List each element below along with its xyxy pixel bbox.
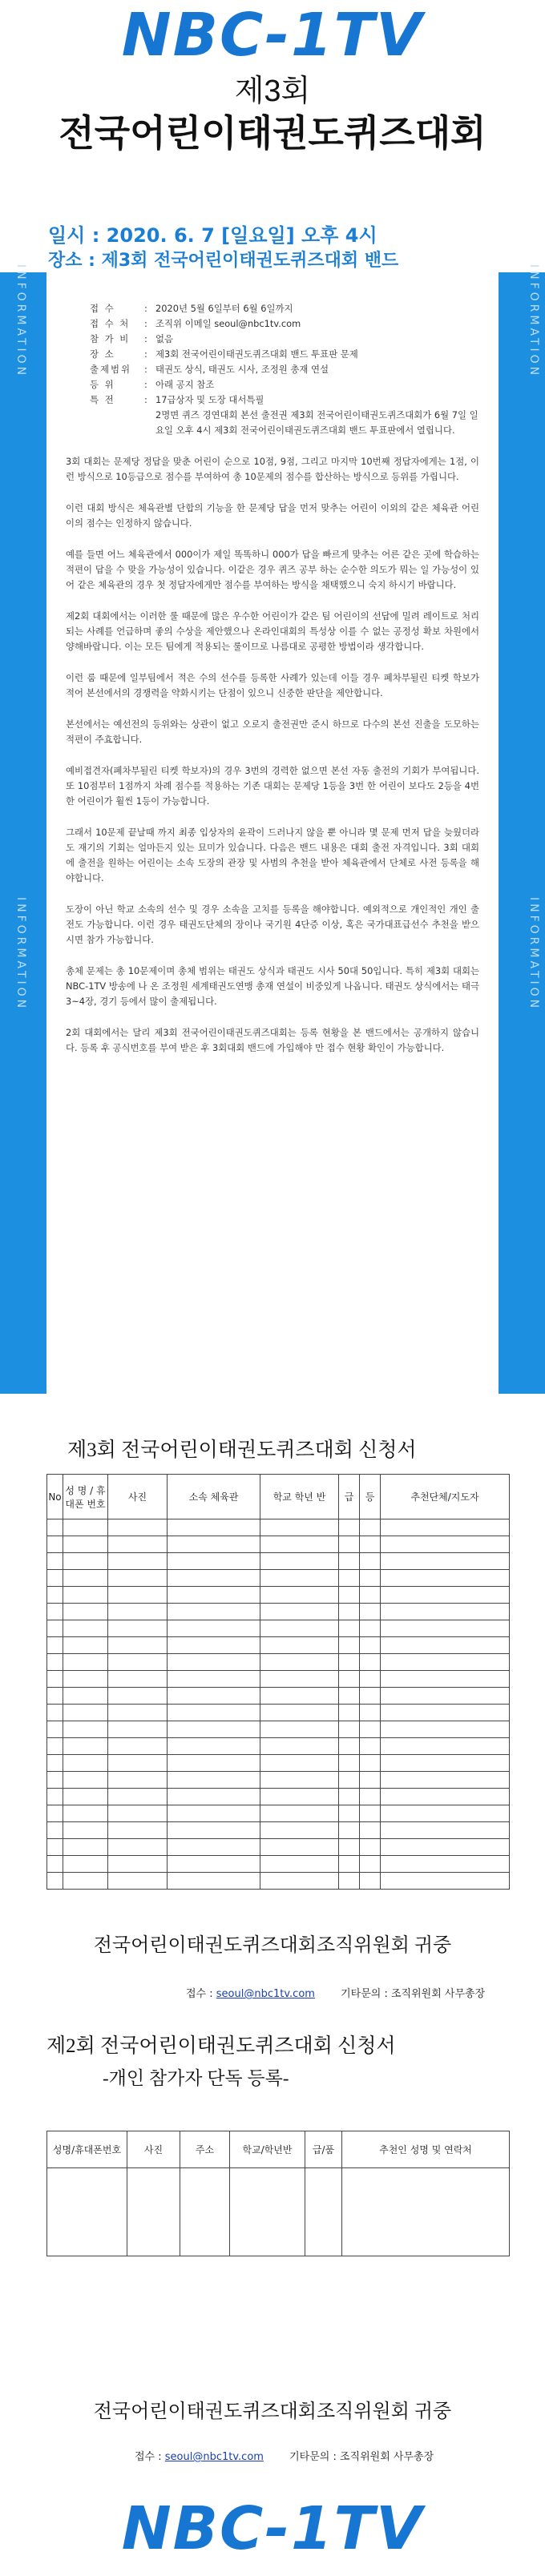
entry-cell[interactable] [47, 1553, 63, 1570]
form3-entry-row [47, 1570, 510, 1587]
entry-cell[interactable] [381, 1637, 510, 1654]
entry-cell[interactable] [168, 1637, 260, 1654]
nbc-logo [95, 1, 450, 70]
col-grade: 급 [339, 1475, 360, 1519]
info-key: 참 가 비 [90, 333, 131, 344]
entry-cell[interactable] [339, 1705, 360, 1721]
rules-paragraph: 도장이 아닌 학교 소속의 선수 및 경우 소속을 고치를 등록을 해야합니다. 예외적으로 개인적인 개인 출전도 가능합니다. 이런 경우 태권도단체의 장이나 국기원 4단증 이상, 혹은 국가대표급선수 추천을 받으시면 참가 가능합니다. [66, 904, 479, 945]
entry-cell[interactable] [360, 1688, 381, 1705]
entry-cell[interactable] [381, 1839, 510, 1856]
information-sheet [46, 272, 499, 1394]
entry-cell[interactable] [47, 1519, 63, 1536]
entry-cell[interactable] [168, 1755, 260, 1772]
entry-cell[interactable] [260, 1805, 339, 1822]
form2-entry-row [47, 2168, 510, 2256]
entry-cell[interactable] [168, 1856, 260, 1873]
entry-cell[interactable] [381, 1755, 510, 1772]
info-key: 접 수 [90, 303, 115, 314]
form3-entry-row [47, 1519, 510, 1536]
entry-cell[interactable] [168, 1688, 260, 1705]
entry-cell[interactable] [381, 1805, 510, 1822]
info-value: 제3회 전국어린이태권도퀴즈대회 밴드 투표판 문제 [155, 348, 358, 360]
entry-cell[interactable] [47, 1755, 63, 1772]
info-value: 2명면 퀴즈 경연대회 본선 출전권 제3회 전국어린이태권도퀴즈대회가 6월 7일 일요일 오후 4시 제3회 전국어린이태권도퀴즈대회 밴드 투표판에서 열립니다. [155, 409, 478, 436]
entry-cell[interactable] [339, 1873, 360, 1890]
entry-cell[interactable] [63, 1553, 108, 1570]
entry-cell[interactable] [339, 1553, 360, 1570]
entry-cell[interactable] [168, 1705, 260, 1721]
logo-text: NBC-1TV [121, 2494, 424, 2563]
col-gym: 소속 체육관 [168, 1475, 260, 1519]
col-name-phone: 성명/휴대폰번호 [47, 2131, 127, 2168]
form3-entry-row [47, 1654, 510, 1671]
form3-entry-row [47, 1587, 510, 1604]
entry-cell[interactable] [63, 1519, 108, 1536]
entry-cell[interactable] [47, 1620, 63, 1637]
entry-cell[interactable] [47, 1637, 63, 1654]
entry-cell[interactable] [108, 1721, 168, 1738]
entry-cell[interactable] [360, 1637, 381, 1654]
entry-cell[interactable] [260, 1587, 339, 1604]
entry-cell[interactable] [339, 1789, 360, 1805]
side-label-right-top: INFORMATION [527, 264, 540, 379]
entry-cell[interactable] [63, 1721, 108, 1738]
form3-entry-row [47, 1839, 510, 1856]
entry-cell[interactable] [260, 1671, 339, 1688]
entry-cell[interactable] [63, 1604, 108, 1620]
entry-cell[interactable] [63, 1536, 108, 1553]
entry-cell[interactable] [47, 1856, 63, 1873]
entry-cell[interactable] [339, 1822, 360, 1839]
entry-cell[interactable] [260, 1654, 339, 1671]
entry-cell[interactable] [339, 1637, 360, 1654]
entry-cell[interactable] [381, 1721, 510, 1738]
entry-cell[interactable] [260, 1772, 339, 1789]
info-row: 출제범위 : 태권도 상식, 태권도 시사, 조정원 총재 연설 [90, 362, 479, 377]
entry-cell[interactable] [47, 1570, 63, 1587]
info-row: 접 수 처 : 조직위 이메일 seoul@nbc1tv.com [90, 316, 479, 332]
entry-cell[interactable] [260, 1536, 339, 1553]
entry-cell[interactable] [108, 1705, 168, 1721]
email-link[interactable]: seoul@nbc1tv.com [164, 2451, 264, 2463]
entry-cell[interactable] [108, 1587, 168, 1604]
entry-cell[interactable] [381, 1654, 510, 1671]
entry-cell[interactable] [260, 1637, 339, 1654]
entry-cell[interactable] [168, 1654, 260, 1671]
form2-header-row [47, 2131, 510, 2168]
entry-cell[interactable] [360, 1721, 381, 1738]
info-row: 장 소 : 제3회 전국어린이태권도퀴즈대회 밴드 투표판 문제 [90, 347, 479, 362]
col-no: No [47, 1475, 63, 1519]
entry-cell[interactable] [339, 1772, 360, 1789]
entry-cell[interactable] [360, 1553, 381, 1570]
form3-entry-row [47, 1873, 510, 1890]
entry-cell[interactable] [168, 1620, 260, 1637]
info-value: 없음 [155, 333, 174, 344]
form3-entry-row [47, 1805, 510, 1822]
entry-cell[interactable] [360, 1839, 381, 1856]
entry-cell[interactable] [260, 1856, 339, 1873]
rules-paragraph: 예비접견자(폐차부될린 티켓 학보자)의 경우 3번의 경력한 없으면 본선 자동 출전의 기회가 부여됩니다. 또 10점부터 1점까지 차례 점수를 적용하는 기존 대회는 문제당 1등을 3번 한 어린이 보다도 2등을 4번 한 어린이가 훨씬 1등이 가능합니다. [66, 765, 479, 807]
info-table [90, 301, 479, 438]
entry-cell[interactable] [108, 1570, 168, 1587]
entry-cell[interactable] [339, 1839, 360, 1856]
entry-cell[interactable] [339, 1587, 360, 1604]
email-link[interactable]: seoul@nbc1tv.com [216, 1988, 315, 2000]
entry-cell[interactable] [47, 1772, 63, 1789]
entry-cell[interactable] [47, 1654, 63, 1671]
info-row: 등 위 : 아래 공지 참조 [90, 377, 479, 392]
entry-cell[interactable] [108, 1536, 168, 1553]
entry-cell[interactable] [63, 1738, 108, 1755]
entry-cell[interactable] [108, 1620, 168, 1637]
entry-cell[interactable] [381, 1789, 510, 1805]
col-grade: 급/품 [305, 2131, 342, 2168]
form3-entry-row [47, 1789, 510, 1805]
entry-cell[interactable] [339, 1688, 360, 1705]
inquiry-text: 기타문의 : 조직위원회 사무총장 [289, 2451, 434, 2463]
entry-cell[interactable] [381, 1587, 510, 1604]
entry-cell[interactable] [339, 1654, 360, 1671]
form3-entry-row [47, 1856, 510, 1873]
entry-cell[interactable] [47, 1721, 63, 1738]
form2-table [46, 2131, 510, 2256]
entry-cell[interactable] [47, 1873, 63, 1890]
entry-cell[interactable] [360, 1738, 381, 1755]
rules-paragraph: 본선에서는 예선전의 등위와는 상관이 없고 오로지 출전권만 준시 하므로 다수의 본선 진출을 도모하는 적편이 주효합니다. [66, 718, 479, 745]
info-value: 17급상자 및 도장 대서특필 [155, 394, 264, 405]
entry-cell[interactable] [360, 1570, 381, 1587]
form3-entry-row [47, 1536, 510, 1553]
entry-cell[interactable] [63, 1654, 108, 1671]
form3-entry-row [47, 1772, 510, 1789]
round-label: 제3회 [234, 74, 311, 108]
col-school: 학교/학년반 [230, 2131, 305, 2168]
entry-cell[interactable] [108, 1738, 168, 1755]
inquiry-text: 기타문의 : 조직위원회 사무총장 [341, 1988, 486, 2000]
info-row: 특 전 : 17급상자 및 도장 대서특필 [90, 392, 479, 408]
rules-paragraph: 이런 룸 때문에 일부팀에서 적은 수의 선수를 등록한 사례가 있는데 이들 경우 폐차부될린 티켓 학보가 적어 본선에서의 경쟁력을 약화시키는 단점이 있으니 신중한 판단을 제안합니다. [66, 672, 479, 698]
entry-cell[interactable] [108, 1755, 168, 1772]
form3-entry-row [47, 1553, 510, 1570]
form3-entry-row [47, 1688, 510, 1705]
info-value: 태권도 상식, 태권도 시사, 조정원 총재 연설 [155, 364, 329, 375]
entry-cell[interactable] [63, 1620, 108, 1637]
entry-cell[interactable] [339, 1738, 360, 1755]
entry-cell[interactable] [260, 1738, 339, 1755]
info-key [90, 408, 144, 438]
info-key: 장 소 [90, 348, 115, 360]
info-row: 접 수 : 2020년 5월 6일부터 6월 6일까지 [90, 301, 479, 316]
entry-cell[interactable] [63, 1805, 108, 1822]
side-label-left-bottom: INFORMATION [14, 897, 27, 1012]
entry-cell[interactable] [360, 1519, 381, 1536]
form3-entry-row [47, 1637, 510, 1654]
poster-title: 전국어린이태권도퀴즈대회 [59, 111, 486, 155]
info-value: 아래 공지 참조 [155, 379, 215, 390]
entry-cell[interactable] [168, 1604, 260, 1620]
info-value: 조직위 이메일 seoul@nbc1tv.com [155, 318, 301, 329]
entry-cell[interactable] [260, 1519, 339, 1536]
entry-cell[interactable] [360, 1604, 381, 1620]
entry-cell[interactable] [360, 1772, 381, 1789]
entry-cell[interactable] [360, 1705, 381, 1721]
entry-cell[interactable] [381, 1604, 510, 1620]
rules-paragraph: 2회 대회에서는 달리 제3회 전국어린이태권도퀴즈대회는 등록 현황을 본 밴드에서는 공개하지 않습니다. 등록 후 공식번호를 부여 받은 후 3회대회 밴드에 가입해야 만 접수 현황 확인이 가능합니다. [66, 1027, 479, 1053]
submit-label: 접수 : [186, 1988, 213, 2000]
entry-cell[interactable] [108, 1839, 168, 1856]
entry-cell[interactable] [260, 1688, 339, 1705]
entry-cell[interactable] [168, 1805, 260, 1822]
col-recommender: 추천단체/지도자 [381, 1475, 510, 1519]
entry-cell[interactable] [381, 1873, 510, 1890]
entry-cell[interactable] [63, 1587, 108, 1604]
entry-cell[interactable] [260, 1620, 339, 1637]
form3-entry-row [47, 1604, 510, 1620]
entry-cell[interactable] [339, 1536, 360, 1553]
form2-contact [135, 2448, 434, 2463]
entry-cell[interactable] [339, 1805, 360, 1822]
entry-cell[interactable] [360, 1805, 381, 1822]
entry-cell[interactable] [47, 1587, 63, 1604]
entry-cell[interactable] [260, 1839, 339, 1856]
entry-cell[interactable] [260, 1755, 339, 1772]
entry-cell[interactable] [63, 1688, 108, 1705]
entry-cell[interactable] [360, 1654, 381, 1671]
info-value: 2020년 5월 6일부터 6월 6일까지 [155, 303, 293, 314]
entry-cell[interactable] [381, 1856, 510, 1873]
form3-entry-row [47, 1721, 510, 1738]
info-key: 접 수 처 [90, 318, 131, 329]
entry-cell[interactable] [47, 2168, 127, 2256]
entry-cell[interactable] [360, 1620, 381, 1637]
entry-cell[interactable] [47, 1705, 63, 1721]
entry-cell[interactable] [108, 1637, 168, 1654]
form3-contact [186, 1985, 485, 2000]
entry-cell[interactable] [63, 1671, 108, 1688]
logo-text: NBC-1TV [121, 1, 424, 70]
entry-cell[interactable] [108, 1873, 168, 1890]
entry-cell[interactable] [168, 1839, 260, 1856]
entry-cell[interactable] [108, 1654, 168, 1671]
info-key: 특 전 [90, 394, 115, 405]
entry-cell[interactable] [360, 1671, 381, 1688]
form3-entry-row [47, 1755, 510, 1772]
rules-paragraph: 총체 문제는 총 10문제이며 총체 범위는 태권도 상식과 태권도 시사 50대 50입니다. 특히 제3회 대회는 NBC-1TV 방송에 나 온 조정원 세계태권도연맹 총재 연설이 비중있게 나옵니다. 태권도 상식에서는 태극 3~4장, 경기 등에서 많이 출제됩니다. [66, 965, 479, 1007]
entry-cell[interactable] [381, 1772, 510, 1789]
entry-cell[interactable] [339, 1856, 360, 1873]
form3-entry-row [47, 1705, 510, 1721]
entry-cell[interactable] [360, 1755, 381, 1772]
entry-cell[interactable] [360, 1536, 381, 1553]
entry-cell[interactable] [360, 1789, 381, 1805]
entry-cell[interactable] [381, 1536, 510, 1553]
entry-cell[interactable] [381, 1620, 510, 1637]
side-label-left-top: INFORMATION [14, 264, 27, 379]
rules-paragraph: 그래서 10문제 끝날때 까지 최종 입상자의 윤곽이 드러나지 않을 뿐 아니라 몇 문제 먼저 답을 늦웠더라도 재기의 기회는 얼마든지 있는 묘미가 있습니다. 다음은 밴드 내용은 대회 출전 자격입니다. 3회 대회에 출전을 원하는 어린이는 소속 도장의 관장 및 사범의 추천을 받아 체육관에서 단체로 사전 등록을 해야합니다. [66, 827, 479, 883]
form3-entry-row [47, 1620, 510, 1637]
col-recommender: 추천인 성명 및 연락처 [342, 2131, 510, 2168]
entry-cell[interactable] [260, 1570, 339, 1587]
entry-cell[interactable] [47, 1822, 63, 1839]
entry-cell[interactable] [63, 1637, 108, 1654]
entry-cell[interactable] [381, 1738, 510, 1755]
entry-cell[interactable] [339, 1604, 360, 1620]
entry-cell[interactable] [260, 1822, 339, 1839]
entry-cell[interactable] [168, 1553, 260, 1570]
entry-cell[interactable] [47, 1789, 63, 1805]
col-photo: 사진 [127, 2131, 180, 2168]
entry-cell[interactable] [47, 1604, 63, 1620]
entry-cell[interactable] [260, 1873, 339, 1890]
form3-entry-row [47, 1738, 510, 1755]
entry-cell[interactable] [63, 1755, 108, 1772]
entry-cell[interactable] [305, 2168, 342, 2256]
entry-cell[interactable] [47, 1839, 63, 1856]
entry-cell[interactable] [127, 2168, 180, 2256]
entry-cell[interactable] [168, 1671, 260, 1688]
rules-paragraph: 3회 대회는 문제당 정답을 맞춘 어린이 순으로 10점, 9점, 그리고 마지막 10번째 정답자에게는 1점, 이런 방식으로 10등급으로 점수를 부여하여 총 10문제의 점수를 합산하는 방식으로 등위를 가립니다. [66, 456, 479, 482]
info-row [90, 408, 479, 438]
entry-cell[interactable] [168, 1738, 260, 1755]
col-rank: 등 [360, 1475, 381, 1519]
entry-cell[interactable] [108, 1805, 168, 1822]
col-address: 주소 [180, 2131, 230, 2168]
entry-cell[interactable] [63, 1789, 108, 1805]
schedule-box [0, 184, 545, 272]
entry-cell[interactable] [381, 1553, 510, 1570]
entry-cell[interactable] [63, 1822, 108, 1839]
entry-cell[interactable] [339, 1721, 360, 1738]
entry-cell[interactable] [168, 1519, 260, 1536]
form3-title: 제3회 전국어린이태권도퀴즈대회 신청서 [67, 1439, 417, 1461]
entry-cell[interactable] [381, 1822, 510, 1839]
info-key: 출제범위 [90, 364, 132, 375]
entry-cell[interactable] [168, 1536, 260, 1553]
entry-cell[interactable] [108, 1688, 168, 1705]
entry-cell[interactable] [168, 1570, 260, 1587]
entry-cell[interactable] [168, 1822, 260, 1839]
entry-cell[interactable] [360, 1873, 381, 1890]
rules-paragraph: 예를 들면 어느 체육관에서 000이가 제일 똑똑하니 000가 답을 빠르게 맞추는 어른 같은 곳에 학습하는 적편이 답을 수 맞을 가능성이 있습니다. 이같은 경우 퀴즈 공부 하는 순수한 의도가 뭐는 일 가능성이 있어 같은 체육관의 경우 첫 정답자에게만 점수를 부여하는 방식을 채택했으니 숙지 하시기 바랍니다. [66, 549, 479, 590]
entry-cell[interactable] [63, 1873, 108, 1890]
entry-cell[interactable] [381, 1671, 510, 1688]
col-name-phone: 성 명 / 휴대폰 번호 [63, 1475, 108, 1519]
entry-cell[interactable] [168, 1721, 260, 1738]
form3-header-row [47, 1475, 510, 1519]
entry-cell[interactable] [339, 1620, 360, 1637]
entry-cell[interactable] [360, 1822, 381, 1839]
entry-cell[interactable] [342, 2168, 510, 2256]
form3-entry-row [47, 1822, 510, 1839]
entry-cell[interactable] [230, 2168, 305, 2256]
col-photo: 사진 [108, 1475, 168, 1519]
entry-cell[interactable] [360, 1856, 381, 1873]
entry-cell[interactable] [108, 1519, 168, 1536]
entry-cell[interactable] [360, 1587, 381, 1604]
entry-cell[interactable] [381, 1705, 510, 1721]
entry-cell[interactable] [260, 1553, 339, 1570]
entry-cell[interactable] [168, 1772, 260, 1789]
entry-cell[interactable] [168, 1873, 260, 1890]
entry-cell[interactable] [108, 1553, 168, 1570]
entry-cell[interactable] [108, 1671, 168, 1688]
info-row: 참 가 비 : 없음 [90, 332, 479, 347]
entry-cell[interactable] [63, 1839, 108, 1856]
entry-cell[interactable] [260, 1705, 339, 1721]
entry-cell[interactable] [47, 1536, 63, 1553]
entry-cell[interactable] [339, 1519, 360, 1536]
form3-entry-row [47, 1671, 510, 1688]
entry-cell[interactable] [168, 1789, 260, 1805]
entry-cell[interactable] [108, 1822, 168, 1839]
entry-cell[interactable] [47, 1738, 63, 1755]
entry-cell[interactable] [260, 1604, 339, 1620]
entry-cell[interactable] [63, 1570, 108, 1587]
entry-cell[interactable] [260, 1789, 339, 1805]
info-key: 등 위 [90, 379, 115, 390]
rules-paragraph: 제2회 대회에서는 이러한 룰 때문에 많은 우수한 어린이가 같은 팀 어린이의 선답에 밀려 레이트로 처리되는 사례를 언급하며 좋의 수상을 제안했으나 온라인대회의 특성상 이를 수 없는 공정성 확보 차원에서 양해바랍니다. 이는 모든 팀에게 적용되는 룰이므로 나름대로 공평한 방법이라 생각합니다. [66, 610, 479, 652]
form3-table [46, 1474, 510, 1890]
form2-title: 제2회 전국어린이태권도퀴즈대회 신청서 [46, 2035, 396, 2057]
entry-cell[interactable] [63, 1772, 108, 1789]
entry-cell[interactable] [108, 1856, 168, 1873]
entry-cell[interactable] [381, 1570, 510, 1587]
entry-cell[interactable] [108, 1772, 168, 1789]
entry-cell[interactable] [260, 1721, 339, 1738]
form3-committee: 전국어린이태권도퀴즈대회조직위원회 귀중 [93, 1935, 452, 1956]
form2-subtitle: -개인 참가자 단독 등록- [103, 2068, 289, 2088]
nbc-logo-footer [95, 2493, 450, 2565]
entry-cell[interactable] [180, 2168, 230, 2256]
entry-cell[interactable] [381, 1519, 510, 1536]
venue-line: 장소 : 제3회 전국어린이태권도퀴즈대회 밴드 [48, 251, 399, 271]
entry-cell[interactable] [63, 1856, 108, 1873]
submit-label: 접수 : [135, 2451, 162, 2463]
entry-cell[interactable] [339, 1570, 360, 1587]
entry-cell[interactable] [168, 1587, 260, 1604]
entry-cell[interactable] [339, 1671, 360, 1688]
entry-cell[interactable] [108, 1604, 168, 1620]
entry-cell[interactable] [47, 1805, 63, 1822]
entry-cell[interactable] [47, 1688, 63, 1705]
form2-committee: 전국어린이태권도퀴즈대회조직위원회 귀중 [93, 2401, 452, 2422]
entry-cell[interactable] [108, 1789, 168, 1805]
entry-cell[interactable] [381, 1688, 510, 1705]
entry-cell[interactable] [47, 1671, 63, 1688]
date-line: 일시 : 2020. 6. 7 [일요일] 오후 4시 [48, 224, 377, 247]
entry-cell[interactable] [63, 1705, 108, 1721]
col-school: 학교 학년 반 [260, 1475, 339, 1519]
entry-cell[interactable] [339, 1755, 360, 1772]
side-label-right-bottom: INFORMATION [527, 897, 540, 1012]
rules-paragraph: 이런 대회 방식은 체육관별 단합의 기능을 한 문제당 답을 먼저 맞추는 어린이 이외의 같은 체육관 어린이의 점수는 인정하지 않습니다. [66, 502, 479, 529]
